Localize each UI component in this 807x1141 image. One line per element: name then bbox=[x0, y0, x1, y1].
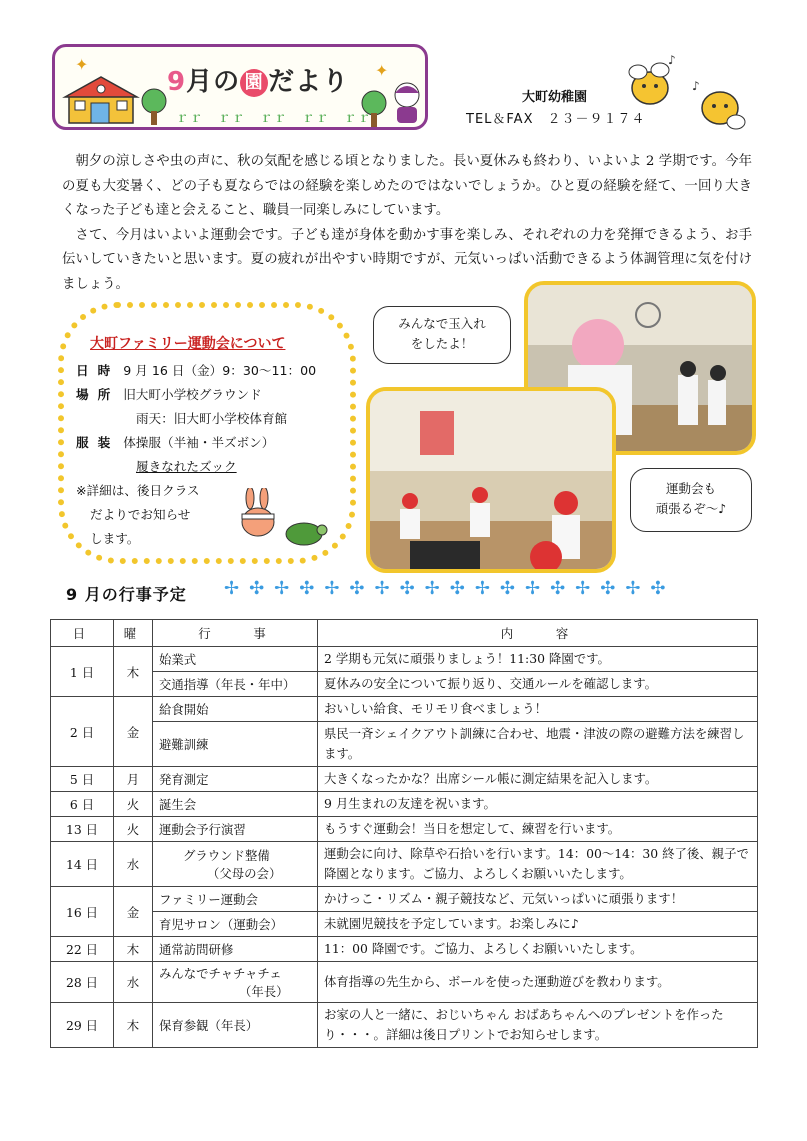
bubble-2-line-2: 頑張るぞ～♪ bbox=[655, 501, 727, 516]
row-event: 交通指導（年長・年中） bbox=[153, 672, 318, 697]
sports-date-key: 日時 bbox=[76, 363, 120, 378]
row-event: 避難訓練 bbox=[153, 722, 318, 767]
header-content: 内 容 bbox=[318, 620, 758, 647]
header-event: 行 事 bbox=[153, 620, 318, 647]
row-date: 13 日 bbox=[51, 817, 114, 842]
row-content: 未就園児競技を予定しています。お楽しみに♪ bbox=[318, 912, 758, 937]
dragonfly-icon: ✦ bbox=[375, 61, 389, 80]
row-dow: 木 bbox=[114, 937, 153, 962]
sports-place-row bbox=[76, 384, 262, 403]
sports-date-row bbox=[76, 360, 316, 379]
row-event bbox=[153, 962, 318, 1003]
schedule-table bbox=[50, 619, 758, 1048]
row-event: 給食開始 bbox=[153, 697, 318, 722]
table-row bbox=[51, 1003, 758, 1048]
sports-note-2: だよりでお知らせ bbox=[90, 507, 191, 522]
row-date: 2 日 bbox=[51, 697, 114, 767]
table-row bbox=[51, 842, 758, 887]
row-content: 9 月生まれの友達を祝います。 bbox=[318, 792, 758, 817]
row-content: 夏休みの安全について振り返り、交通ルールを確認します。 bbox=[318, 672, 758, 697]
row-event-line-2: （年長） bbox=[239, 984, 289, 999]
row-event: 始業式 bbox=[153, 647, 318, 672]
title-kanji: 園 bbox=[240, 69, 268, 97]
photo-children-playing bbox=[366, 387, 616, 573]
bubble-1-line-2: をしたよ！ bbox=[410, 336, 474, 351]
row-event: 育児サロン（運動会） bbox=[153, 912, 318, 937]
row-event-line-2: （父母の会） bbox=[207, 866, 282, 881]
table-row bbox=[51, 887, 758, 912]
grass-decoration: ｒｒ ｒｒ ｒｒ ｒｒ ｒｒ bbox=[175, 110, 371, 126]
bee-character-icon bbox=[620, 54, 680, 114]
row-content: もうすぐ運動会！当日を想定して、練習を行います。 bbox=[318, 817, 758, 842]
svg-text:♪: ♪ bbox=[692, 79, 700, 93]
row-date: 16 日 bbox=[51, 887, 114, 937]
row-event: 発育測定 bbox=[153, 767, 318, 792]
bubble-2-line-1: 運動会も bbox=[665, 481, 716, 496]
row-content: かけっこ・リズム・親子競技など、元気いっぱいに頑張ります！ bbox=[318, 887, 758, 912]
row-content: 運動会に向け、除草や石拾いを行います。14：00～14：30 終了後、親子で降園となります。ご協力、よろしくお願いいたします。 bbox=[318, 842, 758, 887]
intro-text bbox=[62, 150, 752, 297]
row-content: 2 学期も元気に頑張りましょう！11:30 降園です。 bbox=[318, 647, 758, 672]
sports-note-1: ※詳細は、後日クラス bbox=[76, 483, 200, 498]
sports-wear-value: 体操服（半袖・半ズボン） bbox=[123, 435, 275, 450]
child-character-icon bbox=[389, 79, 425, 127]
page-title bbox=[167, 61, 349, 98]
row-event: 保育参観（年長） bbox=[153, 1003, 318, 1048]
intro-paragraph-1: 朝夕の涼しさや虫の声に、秋の気配を感じる頃となりました。長い夏休みも終わり、いよいよ 2 学期です。今年の夏も大変暑く、どの子も夏ならではの経験を楽しめたのではないでしょうか。ひと夏の経験を経て、一回り大きくなった子ども達と会えること、職員一同楽しみにしています。 bbox=[62, 154, 752, 218]
sports-wear-key: 服装 bbox=[76, 435, 120, 450]
speech-bubble-sports-day bbox=[630, 468, 752, 532]
kindergarten-building-icon bbox=[61, 73, 141, 127]
row-date: 22 日 bbox=[51, 937, 114, 962]
header-dow: 曜 bbox=[114, 620, 153, 647]
header-banner bbox=[52, 44, 428, 130]
header-date: 日 bbox=[51, 620, 114, 647]
row-content: お家の人と一緒に、おじいちゃん おばあちゃんへのプレゼントを作ったり・・・。詳細は後日プリントでお知らせします。 bbox=[318, 1003, 758, 1048]
school-name: 大町幼稚園 bbox=[522, 90, 588, 105]
row-dow: 火 bbox=[114, 817, 153, 842]
row-date: 14 日 bbox=[51, 842, 114, 887]
photo-children-playing-image bbox=[370, 391, 616, 573]
table-row bbox=[51, 722, 758, 767]
row-date: 1 日 bbox=[51, 647, 114, 697]
sports-place-value: 旧大町小学校グラウンド bbox=[123, 387, 262, 402]
sports-place-key: 場所 bbox=[76, 387, 120, 402]
table-row bbox=[51, 962, 758, 1003]
table-row bbox=[51, 767, 758, 792]
row-dow: 金 bbox=[114, 887, 153, 937]
sports-place-rain: 雨天：旧大町小学校体育館 bbox=[136, 411, 288, 426]
table-row bbox=[51, 912, 758, 937]
svg-text:♪: ♪ bbox=[668, 54, 676, 67]
row-dow: 木 bbox=[114, 647, 153, 697]
table-row bbox=[51, 697, 758, 722]
row-event-line-1: みんなでチャチャチェ bbox=[159, 966, 282, 981]
bee-character-icon bbox=[690, 76, 750, 136]
row-dow: 水 bbox=[114, 842, 153, 887]
table-row bbox=[51, 672, 758, 697]
sports-wear-shoes: 履きなれたズック bbox=[136, 459, 237, 474]
row-date: 28 日 bbox=[51, 962, 114, 1003]
sports-date-value: 9 月 16 日（金）9：30～11：00 bbox=[123, 363, 317, 378]
row-event: 誕生会 bbox=[153, 792, 318, 817]
speech-bubble-ball-toss bbox=[373, 306, 511, 364]
row-date: 5 日 bbox=[51, 767, 114, 792]
table-row bbox=[51, 817, 758, 842]
tree-icon bbox=[137, 87, 171, 127]
rabbit-turtle-illustration bbox=[232, 488, 328, 550]
row-content: おいしい給食、モリモリ食べましょう！ bbox=[318, 697, 758, 722]
row-dow: 水 bbox=[114, 962, 153, 1003]
table-row bbox=[51, 937, 758, 962]
dragonfly-icon: ✦ bbox=[75, 55, 89, 74]
title-month-text: 月の bbox=[186, 67, 241, 97]
table-header-row bbox=[51, 620, 758, 647]
row-dow: 月 bbox=[114, 767, 153, 792]
row-content: 体育指導の先生から、ボールを使った運動遊びを教わります。 bbox=[318, 962, 758, 1003]
row-event bbox=[153, 842, 318, 887]
intro-paragraph-2: さて、今月はいよいよ運動会です。子ども達が身体を動かす事を楽しみ、それぞれの力を発揮できるよう、お手伝いしていきたいと思います。夏の疲れが出やすい時期ですが、元気いっぱい活動できるよう体調管理に気を付けましょう。 bbox=[62, 227, 752, 292]
dragonfly-border-decoration: ✢✣✢✣✢✣✢✣✢✣✢✣✢✣✢✣✢✣ bbox=[224, 578, 676, 599]
sports-day-title: 大町ファミリー運動会について bbox=[90, 336, 286, 352]
row-date: 6 日 bbox=[51, 792, 114, 817]
sports-wear-row bbox=[76, 432, 274, 451]
row-content: 県民一斉シェイクアウト訓練に合わせ、地震・津波の際の避難方法を練習します。 bbox=[318, 722, 758, 767]
schedule-title: 9 月の行事予定 bbox=[66, 585, 187, 604]
title-suffix: だより bbox=[268, 67, 350, 97]
row-event: ファミリー運動会 bbox=[153, 887, 318, 912]
table-row bbox=[51, 792, 758, 817]
row-event: 運動会予行演習 bbox=[153, 817, 318, 842]
row-event-line-1: グラウンド整備 bbox=[183, 848, 270, 863]
row-date: 29 日 bbox=[51, 1003, 114, 1048]
bubble-1-line-1: みんなで玉入れ bbox=[398, 316, 486, 331]
sports-note-3: します。 bbox=[90, 531, 140, 546]
row-content: 大きくなったかな？出席シール帳に測定結果を記入します。 bbox=[318, 767, 758, 792]
row-dow: 金 bbox=[114, 697, 153, 767]
row-dow: 木 bbox=[114, 1003, 153, 1048]
row-content: 11：00 降園です。ご協力、よろしくお願いいたします。 bbox=[318, 937, 758, 962]
row-dow: 火 bbox=[114, 792, 153, 817]
row-event: 通常訪問研修 bbox=[153, 937, 318, 962]
title-month-number: 9 bbox=[167, 67, 187, 97]
tel-fax: TEL＆FAX ２３－９１７４ bbox=[466, 112, 646, 127]
table-row bbox=[51, 647, 758, 672]
